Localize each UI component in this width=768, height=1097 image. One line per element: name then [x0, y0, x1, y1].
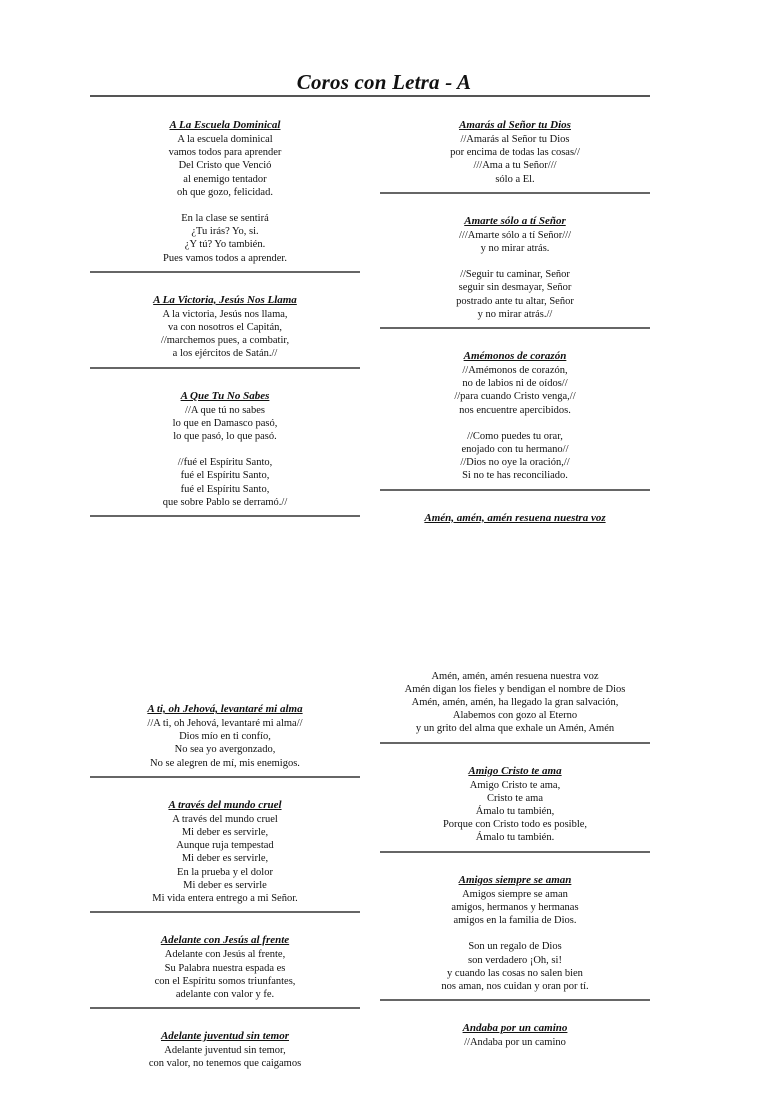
lyric-line: Aunque ruja tempestad: [176, 840, 274, 852]
stanza: [380, 133, 650, 186]
lyric-line: con el Espíritu somos triunfantes,: [154, 975, 296, 987]
spacer: [90, 537, 360, 702]
stanza: [380, 229, 650, 255]
lyric-line: amigos en la familia de Dios.: [453, 915, 577, 927]
lyric-line: Mi deber es servirle,: [181, 827, 269, 839]
lyric-line: y no mirar atrás.: [480, 243, 550, 255]
song-title: Adelante juventud sin temor: [160, 1030, 290, 1043]
lyric-line: fué el Espíritu Santo,: [180, 470, 270, 482]
stanza: [380, 670, 650, 736]
lyric-line: enojado con tu hermano//: [461, 444, 569, 456]
lyric-line: Mi vida entera entrego a mi Señor.: [152, 893, 298, 905]
song-block: [90, 702, 360, 778]
lyric-line: Adelante con Jesús al frente,: [164, 949, 286, 961]
lyric-line: con valor, no tenemos que caigamos: [148, 1058, 302, 1070]
song-lyrics-block: [380, 670, 650, 744]
song-block: [90, 389, 360, 517]
song-block: [380, 1021, 650, 1055]
lyric-line: no de labios ni de oídos//: [462, 378, 568, 390]
lyric-line: //Amémonos de corazón,: [462, 365, 568, 377]
lyric-line: Dios mío en ti confío,: [179, 731, 271, 743]
lyric-line: Amigo Cristo te ama,: [469, 779, 561, 791]
song-block: [380, 764, 650, 853]
song-title: Amémonos de corazón: [463, 350, 567, 363]
lyric-line: Amigos siempre se aman: [462, 888, 568, 900]
song-block: [90, 933, 360, 1009]
lyric-line: fué el Espíritu Santo,: [180, 483, 270, 495]
song-title: A través del mundo cruel: [168, 798, 282, 811]
lyric-line: por encima de todas las cosas//: [450, 147, 580, 159]
stanza: [380, 940, 650, 993]
lyric-line: Mi deber es servirle: [183, 879, 267, 891]
lyric-line: //para cuando Cristo venga,//: [454, 391, 576, 403]
lyric-line: Amén, amén, amén, ha llegado la gran salvación,: [411, 697, 619, 709]
lyric-line: //A ti, oh Jehová, levantaré mi alma//: [147, 718, 303, 730]
song-block: [380, 118, 650, 194]
lyric-line: A la victoria, Jesús nos llama,: [162, 308, 288, 320]
lyric-line: ///Amarte sólo a tí Señor///: [459, 229, 571, 241]
song-block: [90, 798, 360, 913]
lyric-line: //Dios no oye la oración,//: [460, 457, 570, 469]
right-column: [380, 118, 650, 1075]
stanza: [90, 212, 360, 265]
lyric-line: No se alegren de mí, mis enemigos.: [150, 757, 300, 769]
lyric-line: //fué el Espíritu Santo,: [177, 457, 273, 469]
lyric-line: nos encuentre apercibidos.: [459, 404, 571, 416]
song-title: Amarás al Señor tu Dios: [459, 119, 571, 131]
stanza: [380, 779, 650, 845]
lyric-line: postrado ante tu altar, Señor: [456, 295, 574, 307]
stanza: [90, 133, 360, 199]
song-block: [90, 1029, 360, 1076]
spacer: [380, 552, 650, 670]
stanza: [90, 717, 360, 770]
lyric-line: Amén digan los fieles y bendigan el nombre de Dios: [404, 683, 626, 695]
lyric-line: Mi deber es servirle,: [181, 853, 269, 865]
song-block: [380, 214, 650, 329]
lyric-line: Si no te has reconciliado.: [462, 470, 568, 482]
song-title: A Que Tu No Sabes: [180, 389, 270, 402]
lyric-line: //marchemos pues, a combatir,: [160, 335, 290, 347]
lyric-line: ¿Y tú? Yo también.: [184, 239, 266, 251]
lyric-line: En la prueba y el dolor: [177, 866, 273, 878]
song-title: Adelante con Jesús al frente: [160, 934, 290, 947]
song-title: A ti, oh Jehová, levantaré mi alma: [147, 703, 303, 716]
lyric-line: No sea yo avergonzado,: [174, 744, 276, 756]
lyric-line: A la escuela dominical: [177, 134, 273, 145]
stanza: [380, 888, 650, 928]
lyric-line: ¿Tu irás? Yo, si.: [191, 226, 259, 238]
lyric-line: //Como puedes tu orar,: [467, 430, 563, 442]
song-title: Amigos siempre se aman: [458, 873, 572, 886]
song-title: Amigo Cristo te ama: [468, 764, 562, 777]
stanza: [90, 948, 360, 1001]
song-title: A La Victoria, Jesús Nos Llama: [153, 293, 297, 306]
lyric-line: A través del mundo cruel: [172, 813, 278, 825]
song-block: [380, 349, 650, 491]
title-rule: [90, 95, 650, 97]
stanza: [380, 268, 650, 321]
lyric-line: En la clase se sentirá: [181, 213, 269, 225]
lyric-line: adelante con valor y fe.: [175, 988, 275, 1000]
lyric-line: lo que pasó, lo que pasó.: [173, 431, 277, 443]
song-block: [380, 873, 650, 1001]
lyric-line: oh que gozo, felicidad.: [177, 186, 273, 198]
lyric-line: va con nosotros el Capitán,: [167, 322, 283, 334]
stanza: [90, 308, 360, 361]
lyric-line: y cuando las cosas no salen bien: [447, 967, 583, 979]
lyric-line: nos aman, nos cuidan y oran por tí.: [441, 980, 589, 992]
song-title: Amén, amén, amén resuena nuestra voz: [424, 511, 606, 524]
stanza: [90, 813, 360, 905]
stanza: [90, 404, 360, 444]
page-title: Coros con Letra - A: [296, 70, 472, 94]
lyric-line: Pues vamos todos a aprender.: [163, 252, 287, 264]
stanza: [90, 1044, 360, 1070]
stanza: [380, 430, 650, 483]
song-title: A La Escuela Dominical: [169, 119, 281, 131]
lyric-line: al enemigo tentador: [183, 173, 267, 185]
lyric-line: y no mirar atrás.//: [477, 308, 553, 320]
lyric-line: Del Cristo que Venció: [178, 160, 272, 172]
stanza: [380, 1036, 650, 1049]
lyric-line: Porque con Cristo todo es posible,: [442, 819, 588, 831]
lyric-line: //Seguir tu caminar, Señor: [460, 269, 570, 281]
lyric-line: seguir sin desmayar, Señor: [458, 282, 572, 294]
lyric-line: y un grito del alma que exhale un Amén, Amén: [415, 723, 615, 735]
stanza: [380, 364, 650, 417]
lyric-line: son verdadero ¡Oh, si!: [468, 954, 562, 966]
lyric-line: ///Ama a tu Señor///: [473, 160, 557, 172]
lyric-line: Su Palabra nuestra espada es: [164, 962, 286, 974]
lyric-line: Adelante juventud sin temor,: [164, 1045, 286, 1057]
left-column: [90, 118, 360, 1097]
lyric-line: vamos todos para aprender: [168, 147, 282, 159]
song-block: [90, 293, 360, 369]
lyric-line: //Andaba por un camino: [464, 1037, 566, 1049]
lyric-line: que sobre Pablo se derramó.//: [162, 496, 288, 508]
lyric-line: amigos, hermanos y hermanas: [451, 901, 579, 913]
lyric-line: a los ejércitos de Satán.//: [172, 348, 278, 360]
lyric-line: Amén, amén, amén resuena nuestra voz: [431, 670, 599, 682]
stanza: [90, 456, 360, 509]
lyric-line: Ámalo tu también.: [475, 832, 555, 844]
lyric-line: lo que en Damasco pasó,: [172, 417, 278, 429]
song-block: [90, 118, 360, 273]
lyric-line: //A que tú no sabes: [185, 404, 265, 416]
lyric-line: //Amarás al Señor tu Dios: [460, 134, 570, 145]
song-title: Andaba por un camino: [462, 1022, 568, 1035]
lyric-line: Alabemos con gozo al Eterno: [452, 710, 578, 722]
lyric-line: sólo a El.: [495, 173, 535, 185]
song-title: Amarte sólo a tí Señor: [464, 214, 566, 227]
lyric-line: Son un regalo de Dios: [468, 941, 562, 953]
lyric-line: Cristo te ama: [487, 792, 543, 804]
song-block: [380, 511, 650, 532]
lyric-line: Ámalo tu también,: [475, 806, 555, 818]
